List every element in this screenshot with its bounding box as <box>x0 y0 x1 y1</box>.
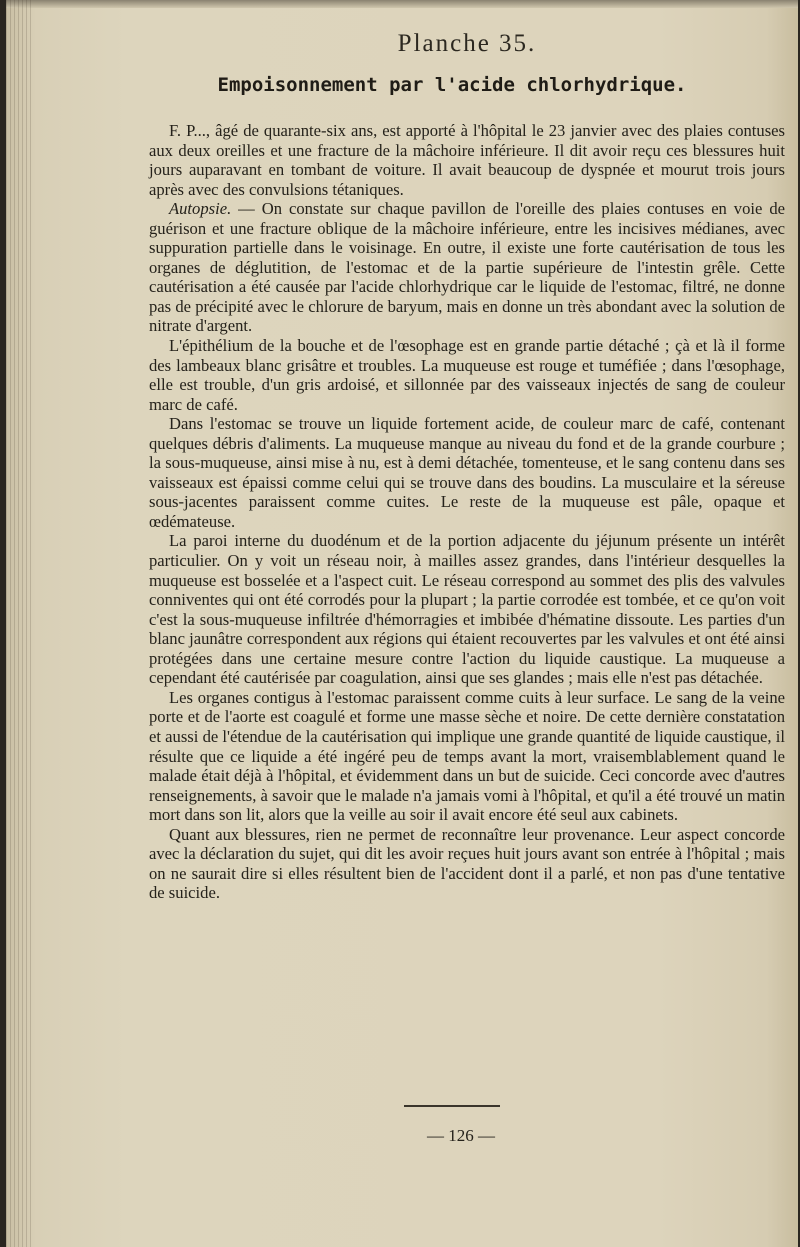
paragraph: F. P..., âgé de quarante-six ans, est apporté à l'hôpital le 23 janvier avec des plaies contuses aux deux oreilles et une fracture de la mâchoire inférieure. Il dit avoir reçu ces blessures huit jours auparavant en tombant de voiture. Il avait beaucoup de dyspnée et mourut trois jours après avec des convulsions tétaniques. <box>149 121 785 199</box>
plate-header: Planche 35. <box>397 30 537 57</box>
paragraph: La paroi interne du duodénum et de la portion adjacente du jéjunum présente un intérêt particulier. On y voit un réseau noir, à mailles assez grandes, dans l'intérieur desquelles la muqueuse est bosselée et a l'aspect cuit. Le réseau correspond au sommet des plis des valvules conniventes qui ont été corrodés pour la plupart ; la partie corrodée est tombée, et ce qu'on voit c'est la sous-muqueuse infiltrée d'hémorragies et imbibée d'hématine dissoute. Les parties d'un blanc jaunâtre correspondent aux régions qui étaient recouvertes par les valvules et ont été ainsi protégées dans une certaine mesure contre l'action du liquide caustique. La muqueuse a cependant été cautérisée par coagulation, ainsi que ses glandes ; mais elle n'est pas détachée. <box>149 531 785 688</box>
paragraph: L'épithélium de la bouche et de l'œsophage est en grande partie détaché ; çà et là il forme des lambeaux blanc grisâtre et troubles. La muqueuse est rouge et tuméfiée ; dans l'œsophage, elle est trouble, d'un gris ardoisé, et sillonnée par des vaisseaux injectés de sang de couleur marc de café. <box>149 336 785 414</box>
page-gutter <box>6 0 32 1247</box>
autopsie-lead: Autopsie. <box>169 199 232 219</box>
chapter-title: Empoisonnement par l'acide chlorhydrique. <box>217 74 687 96</box>
paragraph: Quant aux blessures, rien ne permet de reconnaître leur provenance. Leur aspect concorde avec la déclaration du sujet, qui dit les avoir reçues huit jours avant son entrée à l'hôpital ; mais on ne saurait dire si elles résultent bien de l'accident dont il a parlé, et non pas d'une tentative de suicide. <box>149 824 785 903</box>
closing-rule <box>404 1105 500 1107</box>
paragraph: Les organes contigus à l'estomac paraissent comme cuits à leur surface. Le sang de la veine porte et de l'aorte est coagulé et forme une masse sèche et noire. De cette dernière constatation et aussi de l'étendue de la cautérisation qui implique une grande quantité de liquide caustique, il résulte que ce liquide a été ingéré peu de temps avant la mort, vraisemblablement quand le malade était déjà à l'hôpital, et évidemment dans un but de suicide. Ceci concorde avec d'autres renseignements, à savoir que le malade n'a jamais vomi à l'hôpital, et qu'il a été trouvé un matin mort dans son lit, alors que la veille au soir il avait encore été seul aux cabinets. <box>149 687 785 825</box>
paragraph: Dans l'estomac se trouve un liquide fortement acide, de couleur marc de café, contenant quelques débris d'aliments. La muqueuse manque au niveau du fond et de la grande courbure ; la sous-muqueuse, ainsi mise à nu, est à demi détachée, tomenteuse, et le sang contenu dans ses vaisseaux est épaissi comme celui qui se trouve dans des boudins. La musculaire et la séreuse sous-jacentes paraissent comme cuites. Le reste de la muqueuse est pâle, opaque et œdémateuse. <box>149 414 785 531</box>
body-text <box>149 121 785 903</box>
book-page <box>6 0 798 1247</box>
page-number: — 126 — <box>427 1126 495 1145</box>
paragraph: Autopsie. — On constate sur chaque pavillon de l'oreille des plaies contuses en voie de guérison et une fracture oblique de la mâchoire inférieure, entre les incisives médianes, avec suppuration partielle dans le voisinage. En outre, il existe une forte cautérisation de tous les organes de déglutition, de l'estomac et de la partie supérieure de l'intestin grêle. Cette cautérisation a été causée par l'acide chlorhydrique car le liquide de l'estomac, filtré, ne donne pas de précipité avec le chlorure de baryum, mais en donne un très abondant avec la solution de nitrate d'argent. <box>149 199 785 336</box>
